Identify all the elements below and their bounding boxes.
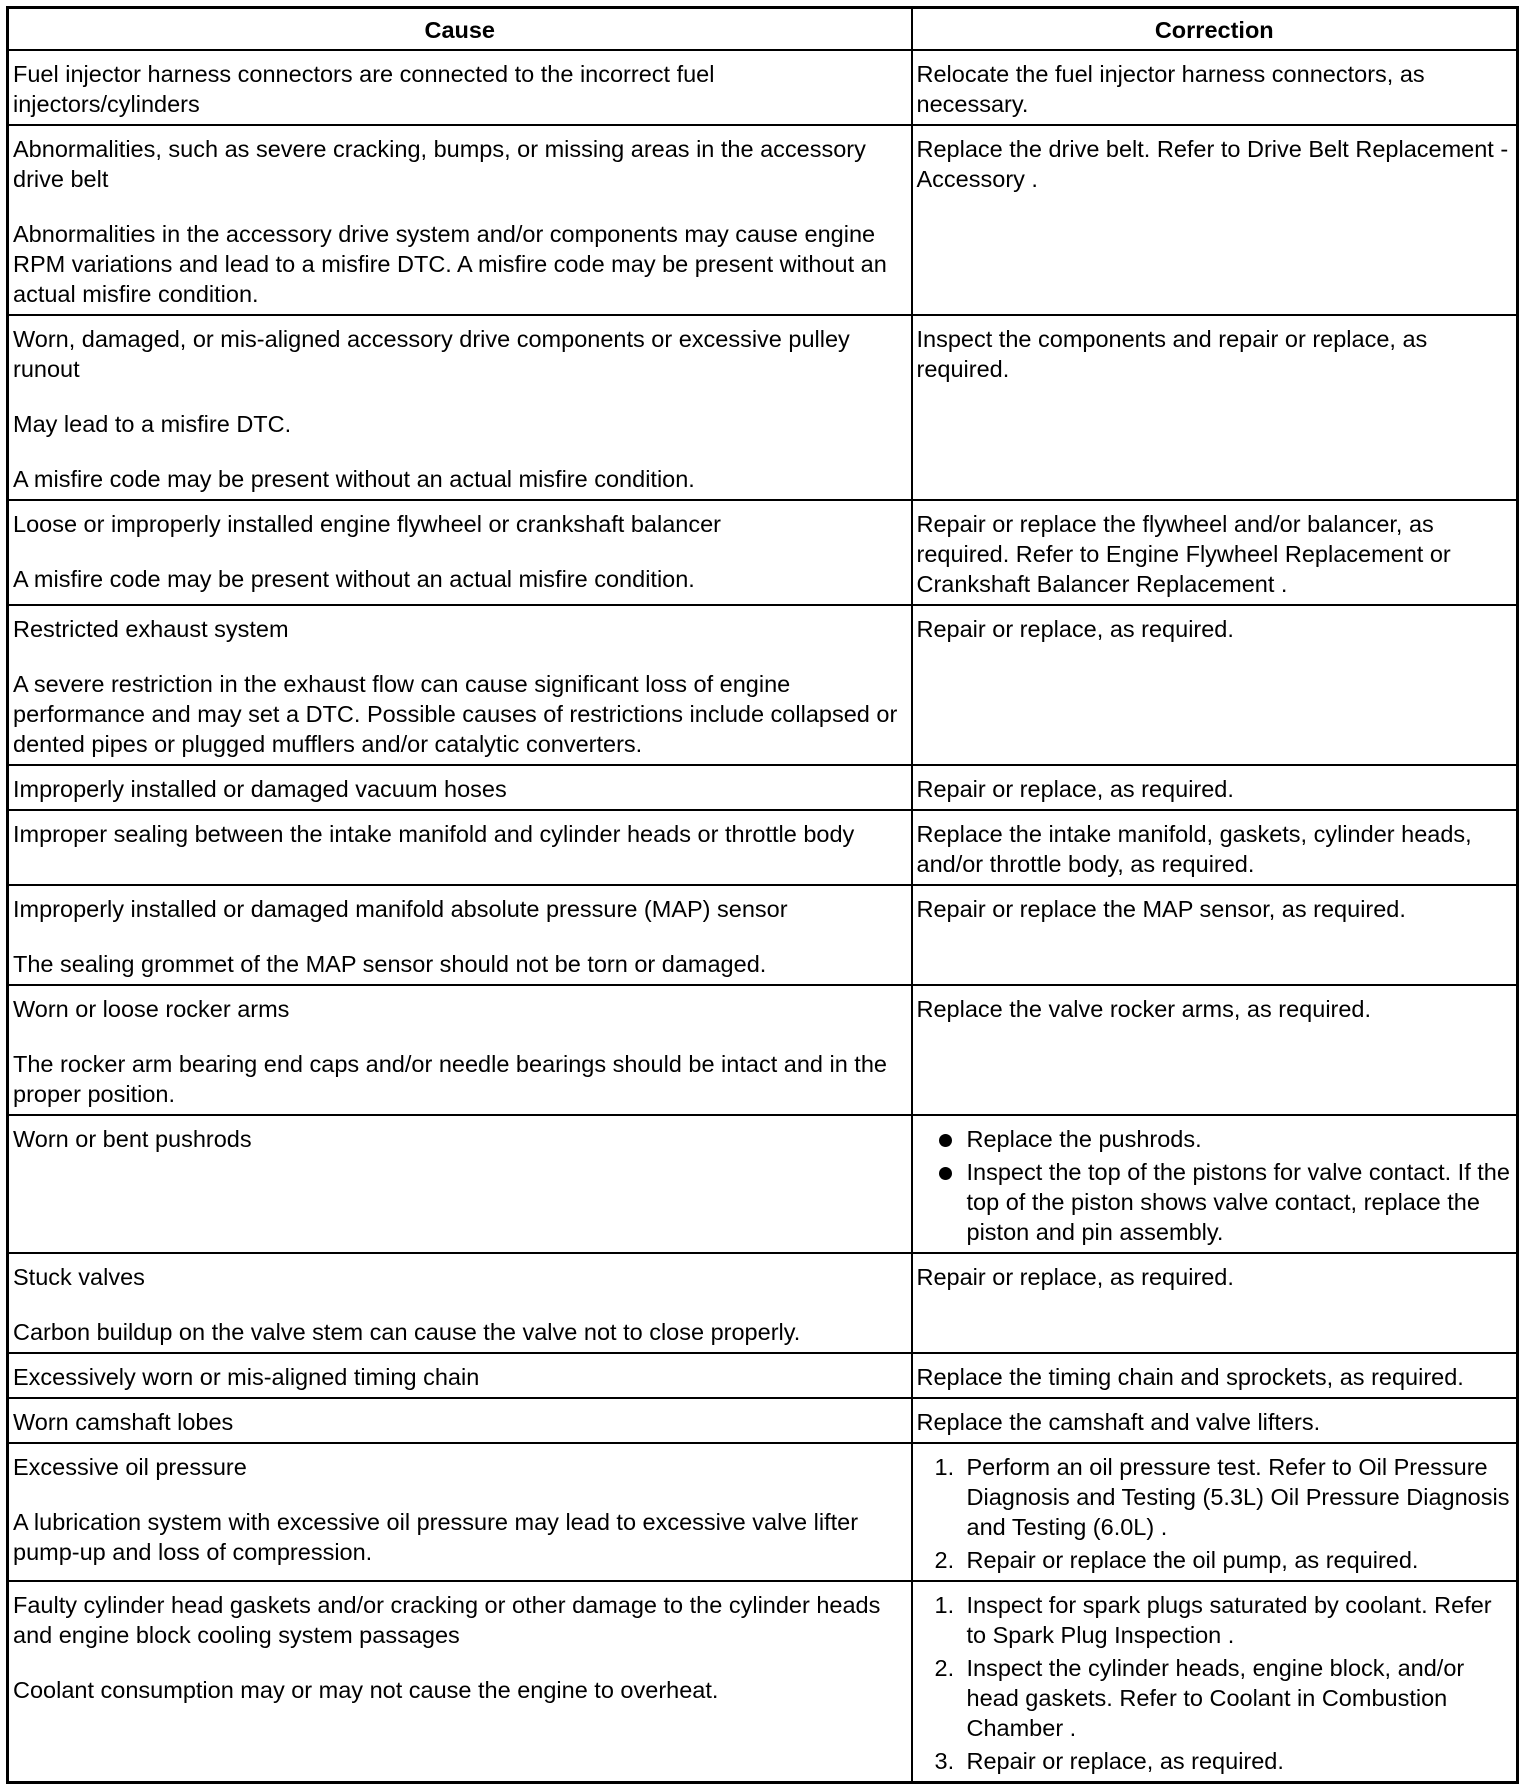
cause-cell	[8, 605, 912, 765]
correction-text: Replace the drive belt. Refer to Drive Belt Replacement - Accessory .	[916, 136, 1509, 192]
correction-step-item	[917, 1452, 1513, 1542]
table-row	[8, 605, 1518, 765]
correction-text: Repair or replace the flywheel and/or balancer, as required. Refer to Engine Flywheel Replacement or Crankshaft Balancer Replacement .	[916, 511, 1451, 597]
correction-cell	[912, 1115, 1518, 1253]
cause-text: Worn, damaged, or mis-aligned accessory drive components or excessive pulley runout	[13, 326, 850, 382]
correction-cell	[912, 1443, 1518, 1581]
table-row	[8, 885, 1518, 985]
cause-cell	[8, 1581, 912, 1783]
table-row	[8, 1253, 1518, 1353]
cause-cell	[8, 50, 912, 125]
cause-note: Abnormalities in the accessory drive system and/or components may cause engine RPM variations and lead to a misfire DTC. A misfire code may be present without an actual misfire condition.	[13, 221, 887, 307]
correction-cell	[912, 605, 1518, 765]
cause-note: May lead to a misfire DTC.	[13, 411, 292, 437]
cause-cell	[8, 885, 912, 985]
step-number: 1.	[934, 1592, 955, 1618]
cause-text: Worn or bent pushrods	[13, 1126, 252, 1152]
cause-text: Worn camshaft lobes	[13, 1409, 234, 1435]
correction-text: Replace the valve rocker arms, as required.	[916, 996, 1372, 1022]
cause-note: A lubrication system with excessive oil pressure may lead to excessive valve lifter pump-up and loss of compression.	[13, 1509, 859, 1565]
correction-step-text: Perform an oil pressure test. Refer to Oil Pressure Diagnosis and Testing (5.3L) Oil Pressure Diagnosis and Testing (6.0L) .	[966, 1454, 1510, 1540]
cause-note: Coolant consumption may or may not cause the engine to overheat.	[13, 1677, 719, 1703]
correction-step-item	[917, 1590, 1513, 1650]
step-number: 1.	[934, 1454, 955, 1480]
cause-note: A misfire code may be present without an actual misfire condition.	[13, 566, 695, 592]
cause-note: The rocker arm bearing end caps and/or needle bearings should be intact and in the proper position.	[13, 1051, 887, 1107]
cause-text: Faulty cylinder head gaskets and/or cracking or other damage to the cylinder heads and engine block cooling system passages	[13, 1592, 881, 1648]
correction-step-text: Inspect the cylinder heads, engine block, and/or head gaskets. Refer to Coolant in Combustion Chamber .	[966, 1655, 1465, 1741]
cause-text: Improperly installed or damaged vacuum hoses	[13, 776, 507, 802]
correction-cell	[912, 985, 1518, 1115]
cause-note: Carbon buildup on the valve stem can cause the valve not to close properly.	[13, 1319, 801, 1345]
correction-cell	[912, 810, 1518, 885]
correction-cell	[912, 315, 1518, 500]
cause-cell	[8, 1353, 912, 1398]
correction-cell	[912, 50, 1518, 125]
correction-cell	[912, 1253, 1518, 1353]
table-row	[8, 500, 1518, 605]
correction-text: Repair or replace, as required.	[916, 1264, 1234, 1290]
table-row	[8, 1443, 1518, 1581]
correction-text: Replace the camshaft and valve lifters.	[916, 1409, 1321, 1435]
table-row	[8, 1398, 1518, 1443]
table-row	[8, 985, 1518, 1115]
table-header-row	[8, 8, 1518, 51]
cause-text: Worn or loose rocker arms	[13, 996, 290, 1022]
correction-step-item	[917, 1653, 1513, 1743]
correction-step-text: Repair or replace the oil pump, as required.	[966, 1547, 1419, 1573]
table-row	[8, 1353, 1518, 1398]
table-row	[8, 765, 1518, 810]
correction-step-item	[917, 1746, 1513, 1776]
cause-cell	[8, 985, 912, 1115]
correction-step-item	[917, 1545, 1513, 1575]
correction-column-header: Correction	[912, 8, 1518, 51]
correction-text: Relocate the fuel injector harness connectors, as necessary.	[916, 61, 1425, 117]
correction-text: Replace the timing chain and sprockets, as required.	[916, 1364, 1464, 1390]
cause-cell	[8, 1443, 912, 1581]
correction-bullet-item	[917, 1124, 1513, 1154]
cause-text: Abnormalities, such as severe cracking, bumps, or missing areas in the accessory drive belt	[13, 136, 866, 192]
cause-text: Fuel injector harness connectors are connected to the incorrect fuel injectors/cylinders	[13, 61, 715, 117]
cause-note: A severe restriction in the exhaust flow can cause significant loss of engine performance and may set a DTC. Possible causes of restrictions include collapsed or dented pipes or plugged mufflers and/or catalytic converters.	[13, 671, 898, 757]
table-row	[8, 125, 1518, 315]
cause-text: Stuck valves	[13, 1264, 145, 1290]
bullet-icon	[939, 1134, 952, 1147]
correction-text: Repair or replace the MAP sensor, as required.	[916, 896, 1406, 922]
correction-bullet-text: Inspect the top of the pistons for valve contact. If the top of the piston shows valve contact, replace the piston and pin assembly.	[966, 1159, 1510, 1245]
table-row	[8, 315, 1518, 500]
diagnostic-table	[6, 6, 1519, 1784]
correction-cell	[912, 765, 1518, 810]
cause-cell	[8, 1115, 912, 1253]
correction-cell	[912, 1398, 1518, 1443]
step-number: 2.	[934, 1547, 955, 1573]
table-row	[8, 50, 1518, 125]
cause-column-header: Cause	[8, 8, 912, 51]
cause-cell	[8, 1253, 912, 1353]
table-body	[8, 50, 1518, 1783]
cause-cell	[8, 810, 912, 885]
correction-text: Repair or replace, as required.	[916, 616, 1234, 642]
table-row	[8, 810, 1518, 885]
correction-step-list	[917, 1590, 1513, 1776]
table-row	[8, 1581, 1518, 1783]
cause-cell	[8, 125, 912, 315]
cause-text: Improper sealing between the intake manifold and cylinder heads or throttle body	[13, 821, 855, 847]
correction-step-list	[917, 1452, 1513, 1575]
correction-cell	[912, 885, 1518, 985]
cause-text: Improperly installed or damaged manifold absolute pressure (MAP) sensor	[13, 896, 788, 922]
correction-bullet-item	[917, 1157, 1513, 1247]
correction-bullet-list	[917, 1124, 1513, 1247]
correction-cell	[912, 1581, 1518, 1783]
cause-text: Restricted exhaust system	[13, 616, 289, 642]
cause-text: Excessive oil pressure	[13, 1454, 247, 1480]
cause-cell	[8, 1398, 912, 1443]
cause-cell	[8, 315, 912, 500]
step-number: 3.	[934, 1748, 955, 1774]
cause-text: Loose or improperly installed engine flywheel or crankshaft balancer	[13, 511, 721, 537]
step-number: 2.	[934, 1655, 955, 1681]
correction-bullet-text: Replace the pushrods.	[966, 1126, 1202, 1152]
cause-note: The sealing grommet of the MAP sensor should not be torn or damaged.	[13, 951, 767, 977]
correction-text: Inspect the components and repair or replace, as required.	[916, 326, 1428, 382]
correction-text: Replace the intake manifold, gaskets, cylinder heads, and/or throttle body, as required.	[916, 821, 1472, 877]
correction-cell	[912, 1353, 1518, 1398]
correction-step-text: Repair or replace, as required.	[966, 1748, 1284, 1774]
cause-text: Excessively worn or mis-aligned timing chain	[13, 1364, 480, 1390]
cause-cell	[8, 500, 912, 605]
correction-step-text: Inspect for spark plugs saturated by coolant. Refer to Spark Plug Inspection .	[966, 1592, 1492, 1648]
correction-cell	[912, 500, 1518, 605]
correction-cell	[912, 125, 1518, 315]
table-row	[8, 1115, 1518, 1253]
correction-text: Repair or replace, as required.	[916, 776, 1234, 802]
cause-note: A misfire code may be present without an actual misfire condition.	[13, 466, 695, 492]
cause-cell	[8, 765, 912, 810]
bullet-icon	[939, 1167, 952, 1180]
